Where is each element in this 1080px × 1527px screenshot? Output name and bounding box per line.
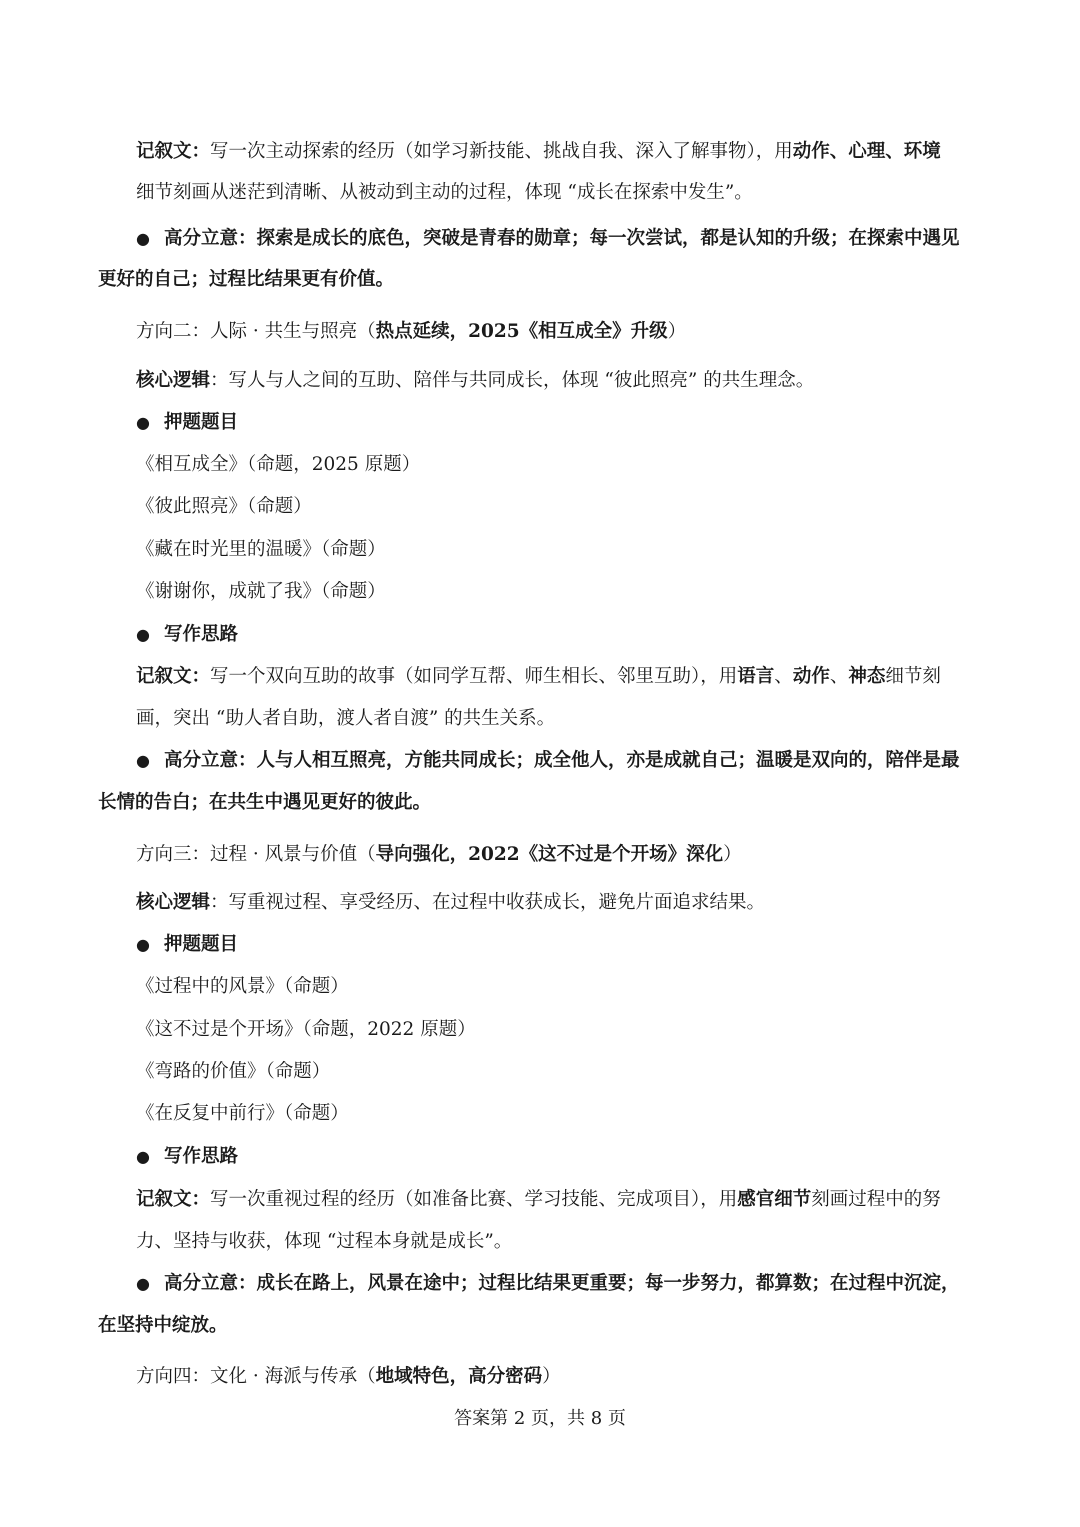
bullet-icon: ● bbox=[136, 413, 150, 432]
bullet-icon: ● bbox=[136, 625, 150, 644]
topic-item: 《过程中的风景》（命题） bbox=[136, 976, 349, 997]
idea-label: 写作思路 bbox=[164, 1146, 239, 1167]
topics-label: 押题题目 bbox=[164, 934, 239, 955]
topic-item: 《弯路的价值》（命题） bbox=[136, 1061, 331, 1082]
topic-item: 《相互成全》（命题，2025 原题） bbox=[136, 454, 421, 475]
bullet-icon: ● bbox=[136, 751, 150, 770]
high-score-line-2: 更好的自己；过程比结果更有价值。 bbox=[98, 269, 395, 290]
high-score-line-2: 在坚持中绽放。 bbox=[98, 1315, 228, 1336]
direction-3-logic: 核心逻辑：写重视过程、享受经历、在过程中收获成长，避免片面追求结果。 bbox=[136, 892, 766, 913]
topics-label: 押题题目 bbox=[164, 412, 239, 433]
narrative-line-1: 记叙文：写一次主动探索的经历（如学习新技能、挑战自我、深入了解事物），用动作、心理、环境 bbox=[136, 141, 941, 162]
topic-item: 《这不过是个开场》（命题，2022 原题） bbox=[136, 1019, 476, 1040]
high-score-line-1: 高分立意：成长在路上，风景在途中；过程比结果更重要；每一步努力，都算数；在过程中沉淀， bbox=[164, 1273, 960, 1294]
high-score-line-2: 长情的告白；在共生中遇见更好的彼此。 bbox=[98, 792, 432, 813]
bullet-icon: ● bbox=[136, 1274, 150, 1293]
direction-2-logic: 核心逻辑：写人与人之间的互助、陪伴与共同成长，体现 “彼此照亮” 的共生理念。 bbox=[136, 370, 815, 391]
narrative-line-2: 力、坚持与收获，体现 “过程本身就是成长”。 bbox=[136, 1231, 513, 1252]
topic-item: 《在反复中前行》（命题） bbox=[136, 1103, 349, 1124]
bullet-icon: ● bbox=[136, 935, 150, 954]
direction-4-heading: 方向四：文化 · 海派与传承（地域特色，高分密码） bbox=[136, 1366, 561, 1387]
topic-item: 《彼此照亮》（命题） bbox=[136, 496, 312, 517]
direction-3-heading: 方向三：过程 · 风景与价值（导向强化，2022《这不过是个开场》深化） bbox=[136, 844, 742, 865]
topic-item: 《藏在时光里的温暖》（命题） bbox=[136, 539, 386, 560]
high-score-line-1: 高分立意：人与人相互照亮，方能共同成长；成全他人，亦是成就自己；温暖是双向的，陪伴是最 bbox=[164, 750, 960, 771]
direction-2-heading: 方向二：人际 · 共生与照亮（热点延续，2025《相互成全》升级） bbox=[136, 321, 687, 342]
bullet-icon: ● bbox=[136, 1147, 150, 1166]
page-footer: 答案第 2 页，共 8 页 bbox=[454, 1408, 626, 1429]
narrative-line-1: 记叙文：写一次重视过程的经历（如准备比赛、学习技能、完成项目），用感官细节刻画过程中的努 bbox=[136, 1189, 941, 1210]
high-score-line-1: 高分立意：探索是成长的底色，突破是青春的勋章；每一次尝试，都是认知的升级；在探索中遇见 bbox=[164, 228, 960, 249]
idea-label: 写作思路 bbox=[164, 624, 239, 645]
bullet-icon: ● bbox=[136, 229, 150, 248]
narrative-line-1: 记叙文：写一个双向互助的故事（如同学互帮、师生相长、邻里互助），用语言、动作、神态细节刻 bbox=[136, 666, 941, 687]
narrative-line-2: 细节刻画从迷茫到清晰、从被动到主动的过程，体现 “成长在探索中发生”。 bbox=[136, 182, 753, 203]
topic-item: 《谢谢你，成就了我》（命题） bbox=[136, 581, 386, 602]
narrative-line-2: 画，突出 “助人者自助，渡人者自渡” 的共生关系。 bbox=[136, 708, 556, 729]
